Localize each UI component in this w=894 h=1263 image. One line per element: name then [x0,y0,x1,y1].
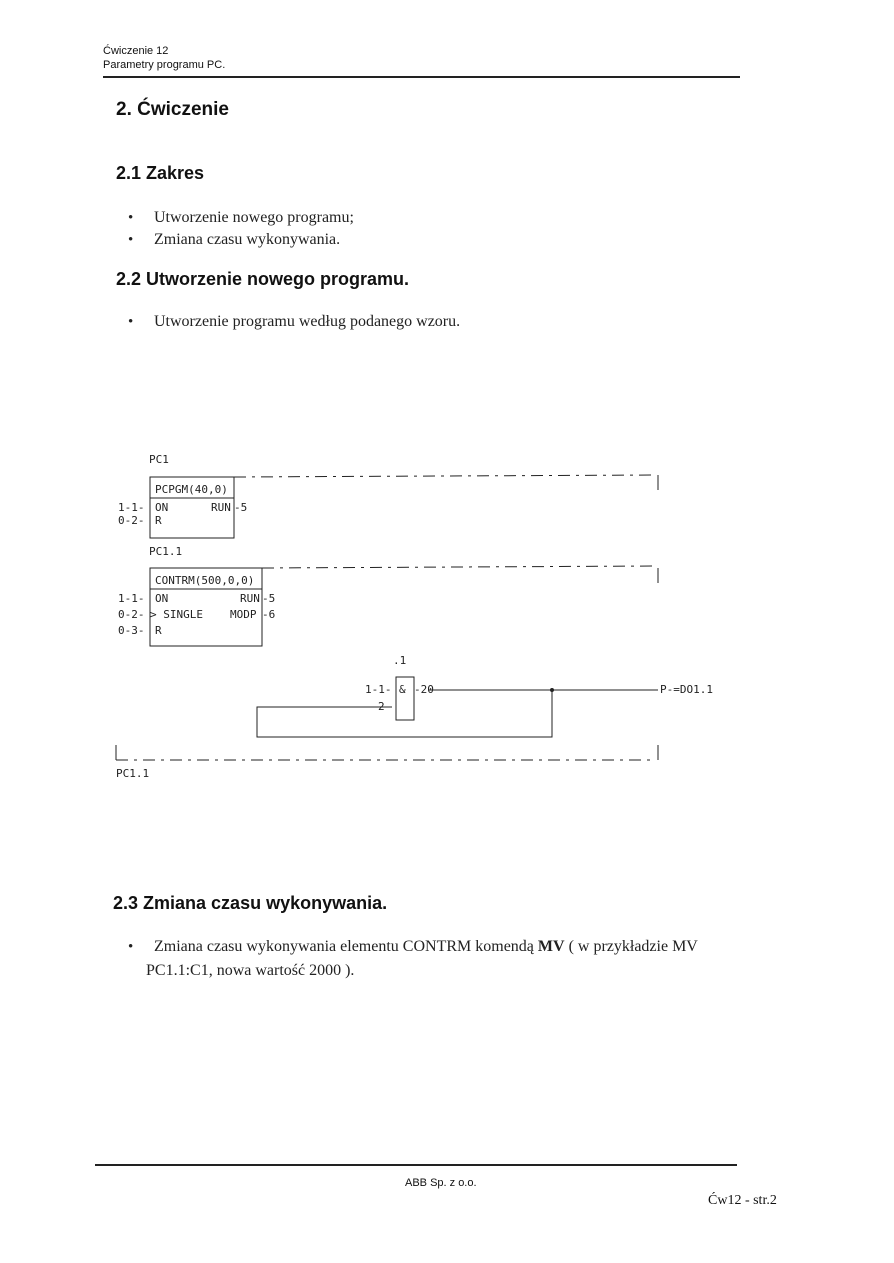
section-title-2-1: 2.1 Zakres [116,163,205,183]
header-subtitle: Parametry programu PC. [103,59,226,71]
and-gate-input-2: 2- [378,700,392,713]
pc1-1-bottom-label: PC1.1 [116,767,150,780]
contrm-modp-label: MODP [230,608,257,621]
page-number: Ćw12 - str.2 [708,1193,777,1208]
contrm-on-label: ON [155,592,169,605]
contrm-r-label: R [155,624,162,637]
pcpgm-run-label: RUN [211,501,231,514]
contrm-input-1: 1-1- [118,592,145,605]
list-item: • Zmiana czasu wykonywania. [120,229,720,251]
pcpgm-input-1: 1-1- [118,501,145,514]
footer-company: ABB Sp. z o.o. [405,1177,477,1189]
pc1-label: PC1 [149,453,169,466]
contrm-input-2: 0-2- [118,608,145,621]
list-item: • Utworzenie programu według podanego wzoru. [120,311,720,333]
footer-rule [95,1164,737,1166]
mv-text-line2: PC1.1:C1, nowa wartość 2000 ). [146,962,355,979]
pcpgm-r-label: R [155,514,162,527]
contrm-single-label: > SINGLE [150,608,203,621]
section-title-main: 2. Ćwiczenie [116,99,229,120]
pcpgm-output: -5 [234,501,248,514]
contrm-name: CONTRM(500,0,0) [155,574,255,587]
output-signal-label: P-=DO1.1 [660,683,713,696]
contrm-output-1: -5 [262,592,276,605]
pcpgm-input-2: 0-2- [118,514,145,527]
and-gate-label: .1 [393,654,407,667]
mv-instruction [120,935,740,983]
pcpgm-name: PCPGM(40,0) [155,483,228,496]
pc1-1-label: PC1.1 [149,545,183,558]
and-gate-input-1: 1-1- [365,683,392,696]
section-title-2-2: 2.2 Utworzenie nowego programu. [116,269,410,289]
and-gate-symbol: & [399,683,406,696]
contrm-run-label: RUN [240,592,260,605]
bullet-icon: • [128,939,134,955]
mv-command: MV [537,938,565,955]
mv-text-a: Zmiana czasu wykonywania elementu CONTRM komendą [154,938,538,955]
list-item: • Utworzenie nowego programu; [120,207,720,229]
contrm-output-2: -6 [262,608,276,621]
contrm-input-3: 0-3- [118,624,145,637]
mv-text-c: ( w przykładzie MV [564,938,698,955]
pcpgm-on-label: ON [155,501,169,514]
and-gate-output: -20 [414,683,434,696]
header-exercise-number: Ćwiczenie 12 [103,45,169,57]
section-title-2-3: 2.3 Zmiana czasu wykonywania. [113,893,388,913]
